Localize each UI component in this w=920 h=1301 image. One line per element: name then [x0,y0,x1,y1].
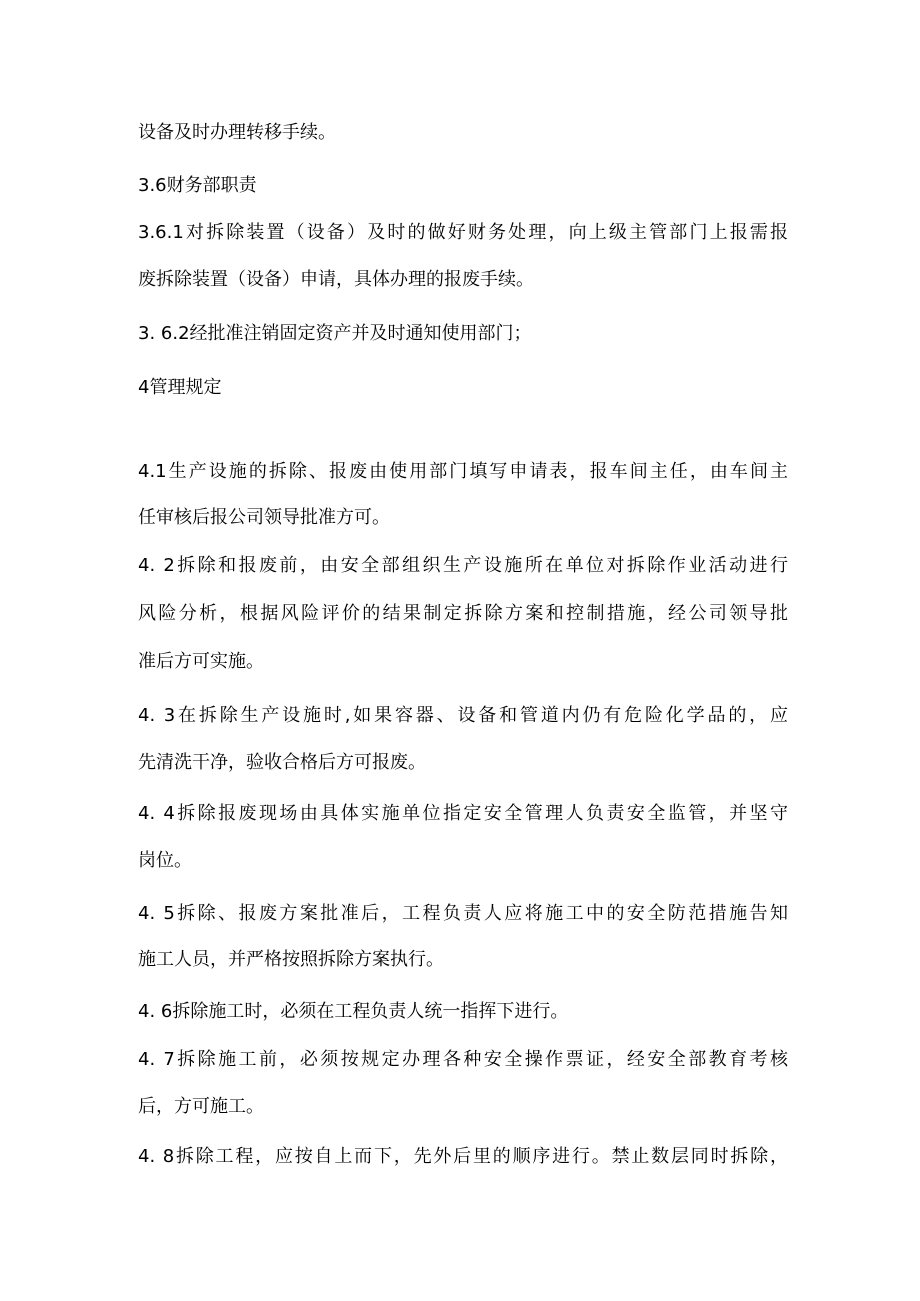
text-line: 风险分析，根据风险评价的结果制定拆除方案和控制措施，经公司领导批 [138,603,788,624]
text-line: 4.1生产设施的拆除、报废由使用部门填写申请表，报车间主任，由车间主 [138,461,788,482]
text-line: 岗位。 [138,850,192,871]
text-line: 4. 5拆除、报废方案批准后，工程负责人应将施工中的安全防范措施告知 [138,903,788,924]
text-line: 4. 6拆除施工时，必须在工程负责人统一指挥下进行。 [138,1001,569,1022]
text-line: 3.6.1对拆除装置（设备）及时的做好财务处理，向上级主管部门上报需报 [138,222,788,243]
text-line: 4. 2拆除和报废前，由安全部组织生产设施所在单位对拆除作业活动进行 [138,555,788,576]
text-line: 任审核后报公司领导批准方可。 [138,507,390,528]
text-line: 后，方可施工。 [138,1096,264,1117]
text-line: 3. 6.2经批准注销固定资产并及时通知使用部门； [138,323,532,344]
text-line: 4. 7拆除施工前，必须按规定办理各种安全操作票证，经安全部教育考核 [138,1049,788,1070]
text-line: 废拆除装置（设备）申请，具体办理的报废手续。 [138,269,534,290]
section-heading: 4管理规定 [138,377,222,398]
text-line: 设备及时办理转移手续。 [138,122,336,143]
text-line: 先清洗干净，验收合格后方可报废。 [138,752,426,773]
text-line: 4. 8拆除工程，应按自上而下，先外后里的顺序进行。禁止数层同时拆除， [138,1146,788,1167]
text-line: 施工人员，并严格按照拆除方案执行。 [138,949,444,970]
text-line: 4. 3在拆除生产设施时,如果容器、设备和管道内仍有危险化学品的，应 [138,705,788,726]
section-heading: 3.6财务部职责 [138,175,257,196]
text-line: 4. 4拆除报废现场由具体实施单位指定安全管理人负责安全监管，并坚守 [138,803,788,824]
text-line: 准后方可实施。 [138,651,264,672]
